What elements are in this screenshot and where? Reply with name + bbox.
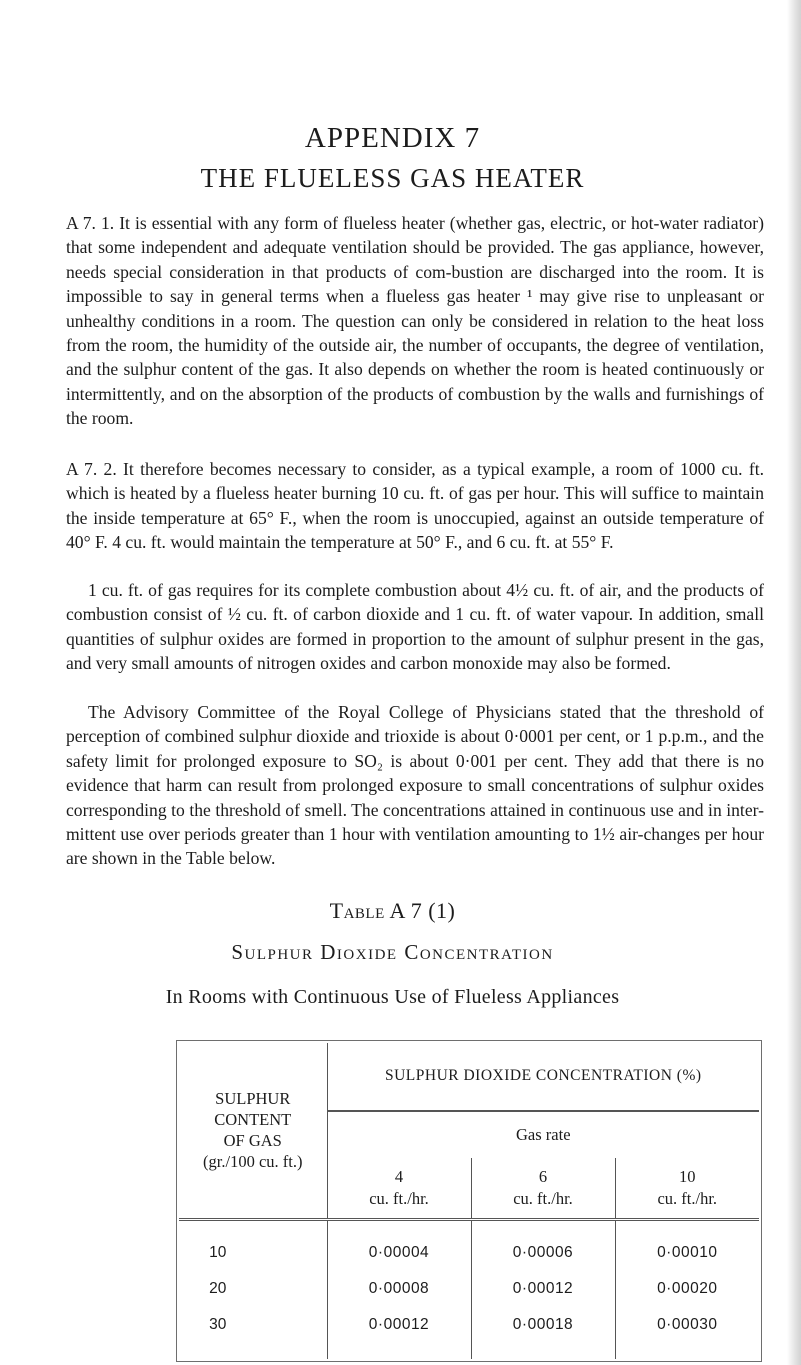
paragraph-a7-1: A 7. 1. It is essential with any form of flueless heater (whether gas, electric, or hot-water radiator) that some independent and adequate ventilation should be provided. The gas appliance, however, needs special consideration in that products of com-bustion are discharged into the room. It is impossible to say in general terms when a flueless gas heater ¹ may give rise to unpleasant or unhealthy conditions in a room. The question can only be considered in relation to the heat loss from the room, the humidity of the outside air, the number of occupants, the degree of ventilation, and the sulphur content of the gas. It also depends on whether the room is heated continuously or intermittently, and on the absorption of the products of combustion by the walls and furnishings of the room. bbox=[66, 213, 764, 429]
concentration-value: 0·00006 bbox=[471, 1219, 615, 1271]
sulphur-header-line-3: (gr./100 cu. ft.) bbox=[203, 1152, 303, 1172]
sulphur-dioxide-table bbox=[179, 1043, 759, 1359]
concentration-group-header: SULPHUR DIOXIDE CONCENTRATION (%) bbox=[327, 1043, 759, 1111]
sulphur-value: 30 bbox=[209, 1315, 227, 1333]
column-unit: cu. ft./hr. bbox=[513, 1188, 573, 1208]
sulphur-header-line-2: OF GAS bbox=[223, 1131, 282, 1151]
concentration-value: 0·00020 bbox=[615, 1272, 759, 1306]
sulphur-value: 20 bbox=[209, 1279, 227, 1297]
column-unit: cu. ft./hr. bbox=[369, 1188, 429, 1208]
table-row bbox=[179, 1219, 759, 1271]
table-caption-title: Sulphur Dioxide Concentration bbox=[231, 940, 554, 964]
sulphur-value: 10 bbox=[209, 1244, 227, 1262]
concentration-value: 0·00030 bbox=[615, 1306, 759, 1359]
concentration-value: 0·00004 bbox=[327, 1219, 471, 1271]
column-unit: cu. ft./hr. bbox=[657, 1188, 718, 1208]
chapter-title: THE FLUELESS GAS HEATER bbox=[200, 163, 585, 193]
table-row bbox=[179, 1272, 759, 1306]
column-header-4 bbox=[327, 1158, 471, 1219]
table-caption-subtitle: In Rooms with Continuous Use of Flueless Appliances bbox=[165, 986, 620, 1008]
paragraph-a7-2: A 7. 2. It therefore becomes necessary to consider, as a typical example, a room of 1000 cu. ft. which is heated by a flueless heater burning 10 cu. ft. of gas per hour. This will suffice to maintain the inside temperature at 65° F., when the room is unoccupied, against an outside temperature of 40° F. 4 cu. ft. would maintain the temperature at 50° F., and 6 cu. ft. at 55° F. bbox=[66, 459, 764, 553]
column-rate: 6 bbox=[538, 1166, 548, 1186]
sulphur-content-header bbox=[179, 1043, 327, 1219]
appendix-heading: APPENDIX 7 bbox=[304, 122, 481, 154]
concentration-value: 0·00012 bbox=[327, 1306, 471, 1359]
paragraph-combustion: 1 cu. ft. of gas requires for its complete combustion about 4½ cu. ft. of air, and the products of combustion consist of ½ cu. ft. of carbon dioxide and 1 cu. ft. of water vapour. In addition, small quantities of sulphur oxides are formed in proportion to the amount of sulphur present in the gas, and very small amounts of nitrogen oxides and carbon monoxide may also be formed. bbox=[66, 580, 764, 674]
table-row bbox=[179, 1306, 759, 1359]
gas-rate-header: Gas rate bbox=[327, 1111, 759, 1158]
paragraph-advisory-committee: The Advisory Committee of the Royal College of Physicians stated that the threshold of perception of combined sulphur dioxide and trioxide is about 0·0001 per cent, or 1 p.p.m., and the safety limit for prolonged exposure to SO₂ is about 0·001 per cent. They add that there is no evidence that harm can result from prolonged exposure to small concentrations of sulphur oxides corresponding to the threshold of smell. The concentrations attained in continuous use and in inter-mittent use over periods greater than 1 hour with ventilation amounting to 1½ air-changes per hour are shown in the Table below. bbox=[66, 702, 764, 869]
column-rate: 10 bbox=[679, 1166, 696, 1186]
column-rate: 4 bbox=[394, 1166, 404, 1186]
concentration-value: 0·00018 bbox=[471, 1306, 615, 1359]
table-caption-number: Table A 7 (1) bbox=[329, 898, 456, 923]
page-edge-shadow bbox=[787, 0, 801, 1365]
column-header-10 bbox=[615, 1158, 759, 1219]
concentration-value: 0·00010 bbox=[615, 1219, 759, 1271]
sulphur-header-line-1: SULPHUR CONTENT bbox=[214, 1089, 292, 1130]
concentration-value: 0·00012 bbox=[471, 1272, 615, 1306]
column-header-6 bbox=[471, 1158, 615, 1219]
concentration-value: 0·00008 bbox=[327, 1272, 471, 1306]
